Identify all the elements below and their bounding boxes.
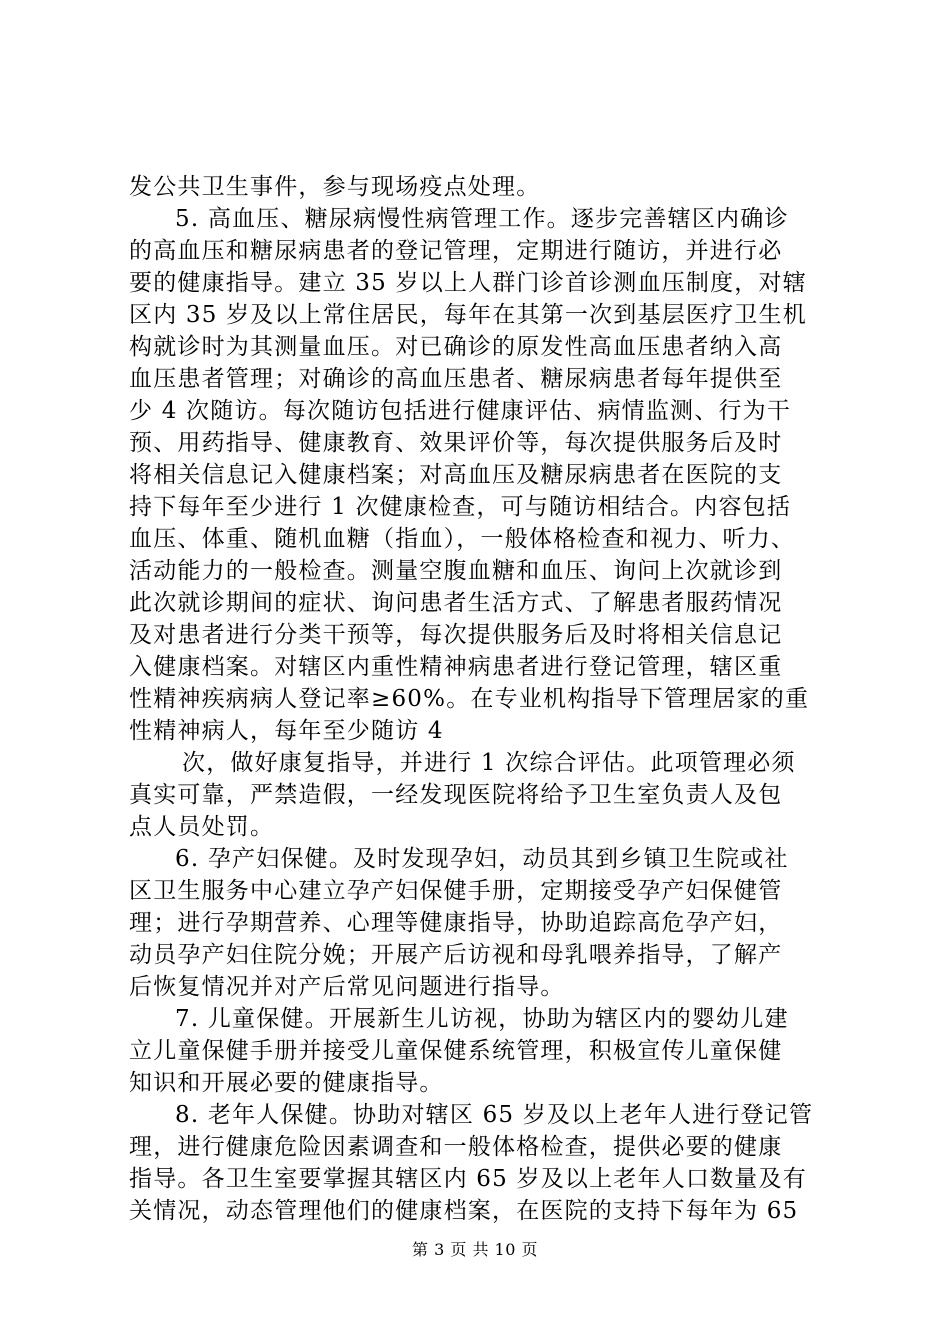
- text-line: 区内 35 岁及以上常住居民，每年在其第一次到基层医疗卫生机: [129, 302, 807, 328]
- text-line: 性精神病人，每年至少随访 4: [129, 718, 444, 744]
- text-line: 点人员处罚。: [129, 814, 275, 840]
- text-line: 预、用药指导、健康教育、效果评价等，每次提供服务后及时: [129, 430, 783, 456]
- section-8-heading-line: 8. 老年人保健。协助对辖区 65 岁及以上老年人进行登记管: [175, 1102, 814, 1128]
- text-line: 理，进行健康危险因素调查和一般体格检查，提供必要的健康: [129, 1134, 783, 1160]
- text-line: 发公共卫生事件，参与现场疫点处理。: [129, 174, 541, 200]
- text-line: 性精神疾病病人登记率≥60%。在专业机构指导下管理居家的重: [129, 686, 810, 712]
- section-5-heading-line: 5. 高血压、糖尿病慢性病管理工作。逐步完善辖区内确诊: [175, 206, 789, 232]
- text-line: 少 4 次随访。每次随访包括进行健康评估、病情监测、行为干: [129, 398, 792, 424]
- text-line: 要的健康指导。建立 35 岁以上人群门诊首诊测血压制度，对辖: [129, 270, 807, 296]
- text-line: 活动能力的一般检查。测量空腹血糖和血压、询问上次就诊到: [129, 558, 783, 584]
- text-line: 关情况，动态管理他们的健康档案，在医院的支持下每年为 65: [129, 1198, 799, 1224]
- section-6-heading-line: 6. 孕产妇保健。及时发现孕妇，动员其到乡镇卫生院或社: [175, 846, 789, 872]
- text-line: 理；进行孕期营养、心理等健康指导，协助追踪高危孕产妇，: [129, 910, 783, 936]
- text-line: 真实可靠，严禁造假，一经发现医院将给予卫生室负责人及包: [129, 782, 783, 808]
- text-line: 次，做好康复指导，并进行 1 次综合评估。此项管理必须: [182, 750, 796, 776]
- text-line: 及对患者进行分类干预等，每次提供服务后及时将相关信息记: [129, 622, 783, 648]
- text-line: 将相关信息记入健康档案；对高血压及糖尿病患者在医院的支: [129, 462, 783, 488]
- text-line: 指导。各卫生室要掌握其辖区内 65 岁及以上老年人口数量及有: [129, 1166, 807, 1192]
- text-line: 知识和开展必要的健康指导。: [129, 1070, 444, 1096]
- text-line: 动员孕产妇住院分娩；开展产后访视和母乳喂养指导，了解产: [129, 942, 783, 968]
- text-line: 此次就诊期间的症状、询问患者生活方式、了解患者服药情况: [129, 590, 783, 616]
- text-line: 血压患者管理；对确诊的高血压患者、糖尿病患者每年提供至: [129, 366, 783, 392]
- text-line: 血压、体重、随机血糖（指血），一般体格检查和视力、听力、: [129, 526, 796, 552]
- text-line: 区卫生服务中心建立孕产妇保健手册，定期接受孕产妇保健管: [129, 878, 783, 904]
- text-line: 的高血压和糖尿病患者的登记管理，定期进行随访，并进行必: [129, 238, 783, 264]
- text-line: 立儿童保健手册并接受儿童保健系统管理，积极宣传儿童保健: [129, 1038, 783, 1064]
- text-line: 构就诊时为其测量血压。对已确诊的原发性高血压患者纳入高: [129, 334, 783, 360]
- page-number-footer: 第 3 页 共 10 页: [412, 1240, 538, 1259]
- text-line: 持下每年至少进行 1 次健康检查，可与随访相结合。内容包括: [129, 494, 792, 520]
- section-7-heading-line: 7. 儿童保健。开展新生儿访视，协助为辖区内的婴幼儿建: [175, 1006, 789, 1032]
- text-line: 后恢复情况并对产后常见问题进行指导。: [129, 974, 565, 1000]
- text-line: 入健康档案。对辖区内重性精神病患者进行登记管理，辖区重: [129, 654, 783, 680]
